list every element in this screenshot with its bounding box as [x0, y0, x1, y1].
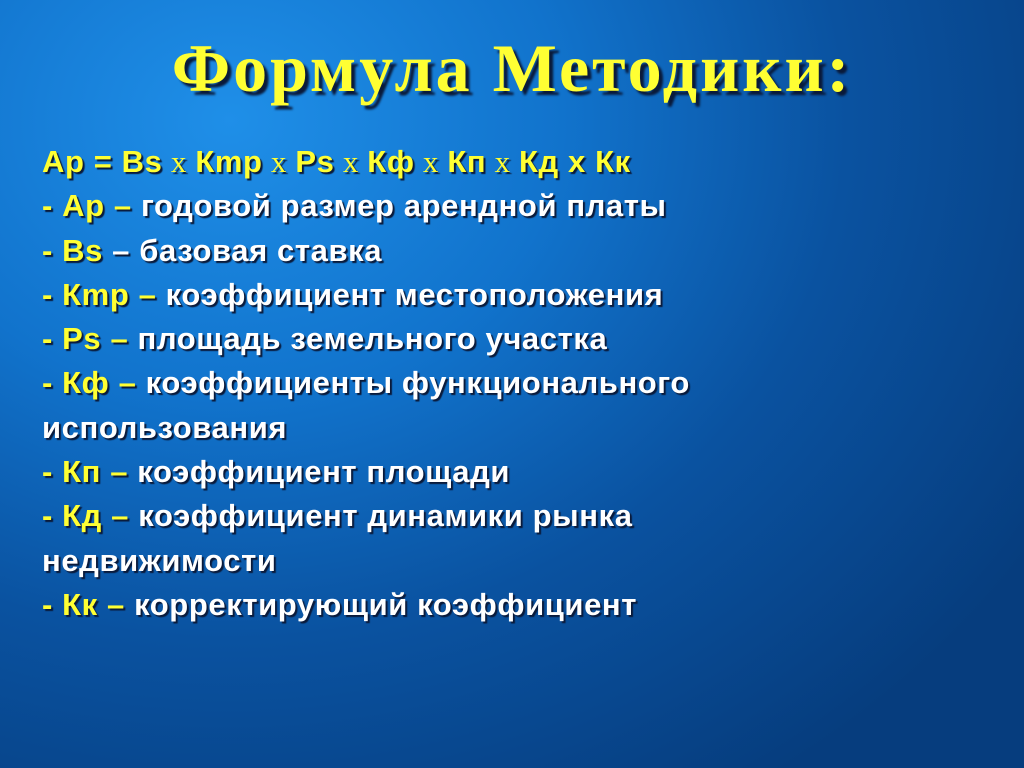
- formula-times-1: х: [162, 144, 196, 179]
- definition-bs: [42, 229, 992, 273]
- definition-text: коэффициент местоположения: [165, 276, 664, 312]
- definition-text: базовая ставка: [139, 232, 383, 268]
- formula-kf: Кф: [367, 144, 415, 179]
- definition-prefix: -: [42, 586, 63, 622]
- formula-ps: Ps: [295, 144, 335, 179]
- definition-kf-continuation: использования: [42, 409, 288, 445]
- definition-term: Ар: [62, 188, 105, 224]
- formula-line: [42, 140, 992, 184]
- definition-prefix: -: [42, 365, 63, 401]
- definition-text: площадь земельного участка: [137, 321, 608, 357]
- definition-prefix: -: [42, 276, 63, 312]
- formula-times-5: х: [486, 144, 520, 179]
- definition-dash: –: [97, 586, 135, 622]
- definition-dash: –: [101, 498, 139, 534]
- slide-body: [42, 140, 992, 627]
- definition-dash: –: [129, 276, 166, 312]
- definition-prefix: -: [42, 188, 63, 224]
- definition-kmp: [42, 273, 992, 317]
- definition-kd-continuation: недвижимости: [42, 542, 277, 578]
- slide-title: Формула Методики:: [171, 30, 853, 106]
- definition-dash: –: [102, 232, 140, 268]
- definition-term: Bs: [62, 232, 103, 268]
- definition-kk: [42, 583, 992, 627]
- formula-times-6: х: [558, 144, 596, 179]
- definition-dash: –: [104, 188, 141, 224]
- formula-ap: Ар: [42, 144, 85, 179]
- formula-times-3: х: [334, 144, 368, 179]
- definition-term: Кф: [62, 365, 110, 401]
- definition-text: годовой размер арендной платы: [140, 188, 667, 224]
- definition-kd: [42, 494, 992, 538]
- definition-term: Кк: [62, 586, 98, 622]
- definition-prefix: -: [42, 232, 63, 268]
- definition-text: коэффициенты функционального: [145, 365, 690, 401]
- formula-bs: Bs: [121, 144, 163, 179]
- definition-dash: –: [101, 454, 138, 490]
- definition-dash: –: [109, 365, 146, 401]
- definition-term: Ps: [62, 321, 102, 357]
- definition-dash: –: [101, 321, 138, 357]
- definition-ap: [42, 184, 992, 228]
- formula-equals: =: [84, 144, 122, 179]
- definition-prefix: -: [42, 321, 63, 357]
- definition-prefix: -: [42, 498, 63, 534]
- definition-ps: [42, 317, 992, 361]
- definition-text: коэффициент динамики рынка: [138, 498, 633, 534]
- definition-text: корректирующий коэффициент: [134, 586, 638, 622]
- definition-kp: [42, 450, 992, 494]
- formula-times-4: х: [414, 144, 448, 179]
- definition-prefix: -: [42, 454, 63, 490]
- formula-kk: Кк: [595, 144, 631, 179]
- formula-times-2: х: [262, 144, 296, 179]
- definition-term: Кmp: [62, 276, 130, 312]
- definition-term: Кд: [62, 498, 102, 534]
- formula-kd: Кд: [519, 144, 559, 179]
- definition-term: Кп: [62, 454, 101, 490]
- formula-kp: Кп: [447, 144, 487, 179]
- definition-kf: [42, 361, 992, 405]
- definition-text: коэффициент площади: [137, 454, 511, 490]
- formula-kmp: Кmp: [195, 144, 263, 179]
